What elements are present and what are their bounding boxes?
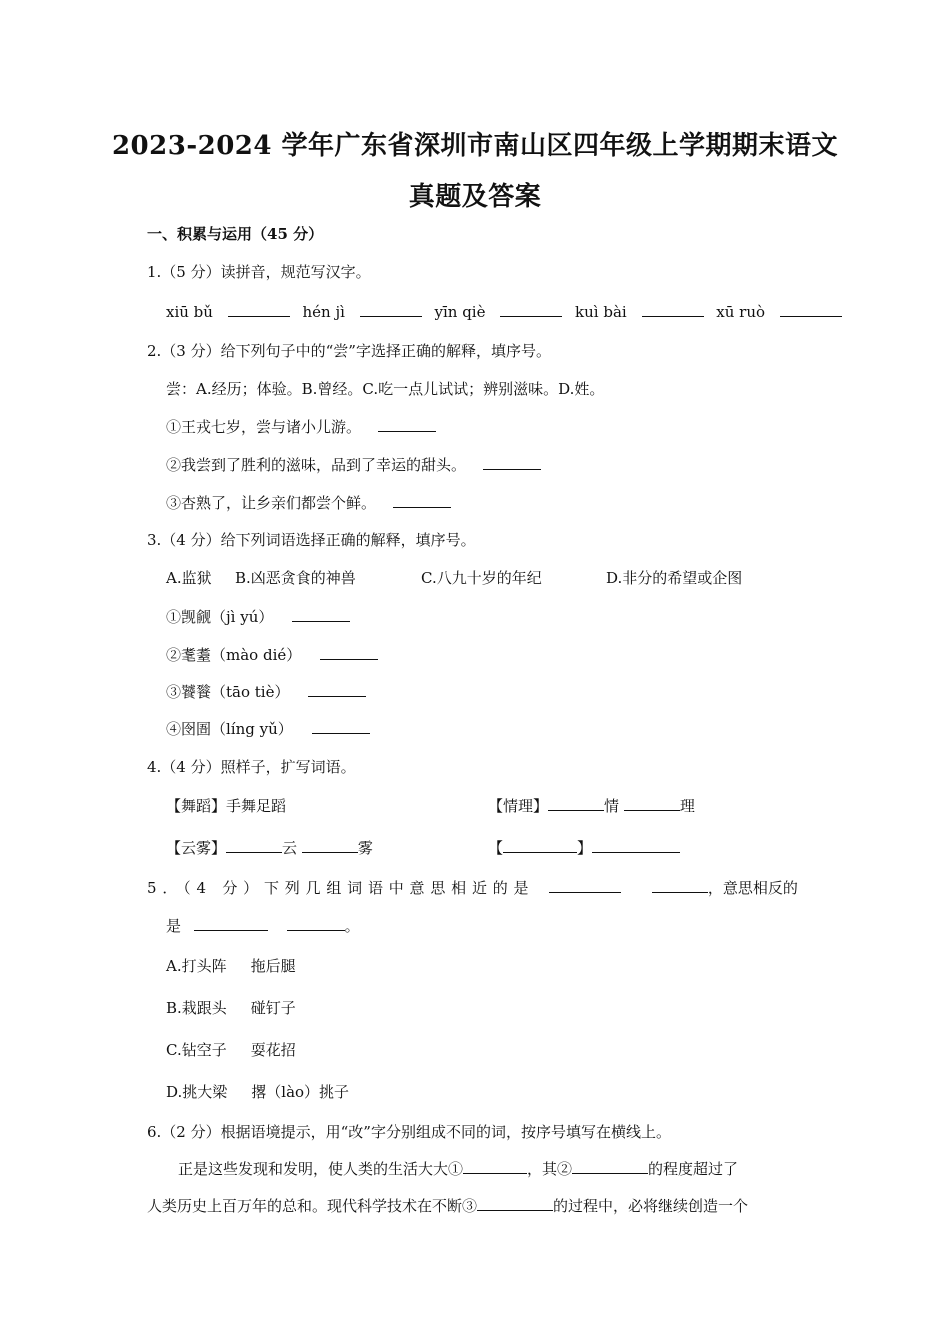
q5-similar-blank-1[interactable] <box>549 878 621 893</box>
q1-answer-1[interactable] <box>228 302 290 317</box>
q1-pinyin-2: hén jì <box>302 303 345 321</box>
q2-item-2-text: ②我尝到了胜利的滋味，品到了幸运的甜头。 <box>166 456 467 474</box>
doc-title-line-2: 真题及答案 <box>408 182 542 212</box>
q4-stem: 4.（4 分）照样子，扩写词语。 <box>147 758 356 776</box>
q5-item-b <box>166 998 296 1018</box>
q2-item-2 <box>166 455 541 475</box>
q6-paragraph-line2 <box>147 1196 748 1216</box>
q2-item-3 <box>166 493 451 513</box>
q4-custom-row <box>488 838 680 858</box>
q6-blank-2[interactable] <box>572 1159 648 1174</box>
q5-stem-line2 <box>166 916 360 936</box>
q3-answer-2[interactable] <box>320 645 378 660</box>
q4-qingli-label: 【情理】 <box>488 797 549 815</box>
q6-p2-a: 人类历史上百万年的总和。现代科学技术在不断③ <box>147 1197 478 1215</box>
q5-item-c-word1: C.钻空子 <box>166 1041 227 1059</box>
q3-item-4-text: ④囹圄（líng yǔ） <box>166 720 293 738</box>
q4-yunwu-blank-1[interactable] <box>226 838 282 853</box>
q4-yunwu-mid: 云 <box>282 839 298 857</box>
q3-item-2 <box>166 645 378 665</box>
q4-custom-word-blank[interactable] <box>503 838 577 853</box>
q4-qingli-mid: 情 <box>604 797 620 815</box>
q5-similar-blank-2[interactable] <box>652 878 708 893</box>
q4-qingli-blank-2[interactable] <box>624 796 680 811</box>
q4-qingli-end: 理 <box>679 797 695 815</box>
q4-yunwu-blank-2[interactable] <box>302 838 358 853</box>
q2-stem: 2.（3 分）给下列句子中的“尝”字选择正确的解释，填序号。 <box>147 342 551 360</box>
q4-close-bracket: 】 <box>577 839 593 857</box>
q3-item-2-text: ②耄耋（mào dié） <box>166 646 302 664</box>
q3-item-1 <box>166 607 350 627</box>
q6-blank-3[interactable] <box>477 1196 553 1211</box>
q6-p1-a: 正是这些发现和发明，使人类的生活大大① <box>178 1160 464 1178</box>
q3-item-1-text: ①觊觎（jì yú） <box>166 608 274 626</box>
q4-open-bracket: 【 <box>488 839 504 857</box>
q5-opposite-blank-1[interactable] <box>194 916 268 931</box>
q1-pinyin-1: xiū bǔ <box>166 303 213 321</box>
q1-answer-3[interactable] <box>500 302 562 317</box>
q5-stem-cont: 是 <box>166 917 182 935</box>
q3-item-4 <box>166 719 370 739</box>
q3-answer-1[interactable] <box>292 607 350 622</box>
q4-custom-expand-blank[interactable] <box>592 838 680 853</box>
q5-stem-line1 <box>147 878 798 898</box>
q5-item-a-word2: 拖后腿 <box>250 957 296 975</box>
q2-answer-2[interactable] <box>483 455 541 470</box>
q6-p1-c: 的程度超过了 <box>648 1160 739 1178</box>
q1-pinyin-3: yīn qiè <box>434 303 486 321</box>
q1-stem: 1.（5 分）读拼音，规范写汉字。 <box>147 263 371 281</box>
q1-pinyin-5: xū ruò <box>716 303 766 321</box>
q5-stem-end: 。 <box>344 917 360 935</box>
q5-item-d <box>166 1082 349 1102</box>
q2-item-3-text: ③杏熟了，让乡亲们都尝个鲜。 <box>166 494 377 512</box>
q4-yunwu-end: 雾 <box>357 839 373 857</box>
q5-item-b-word2: 碰钉子 <box>250 999 296 1017</box>
q5-stem-start: 5．（4 分）下列几组词语中意思相近的是 <box>147 879 535 897</box>
q1-pinyin-4: kuì bài <box>575 303 627 321</box>
q3-option-c: C.八九十岁的年纪 <box>421 569 542 587</box>
q5-stem-mid: ，意思相反的 <box>707 879 798 897</box>
q5-item-a-word1: A.打头阵 <box>166 957 227 975</box>
q3-option-d: D.非分的希望或企图 <box>606 569 743 587</box>
q5-item-b-word1: B.栽跟头 <box>166 999 227 1017</box>
q2-item-1-text: ①王戎七岁，尝与诸小儿游。 <box>166 418 362 436</box>
q3-option-b: B.凶恶贪食的神兽 <box>235 569 356 587</box>
q3-answer-3[interactable] <box>308 682 366 697</box>
q1-answer-5[interactable] <box>780 302 842 317</box>
q2-item-1 <box>166 417 436 437</box>
q5-item-d-word1: D.挑大梁 <box>166 1083 228 1101</box>
q4-qingli-blank-1[interactable] <box>548 796 604 811</box>
q4-qingli-row <box>488 796 695 816</box>
q5-item-d-word2: 撂（lào）挑子 <box>251 1083 350 1101</box>
q1-pinyin-row <box>166 302 842 322</box>
q5-item-c <box>166 1040 296 1060</box>
q5-item-a <box>166 956 296 976</box>
section-heading: 一、积累与运用（45 分） <box>147 225 324 243</box>
q3-stem: 3.（4 分）给下列词语选择正确的解释，填序号。 <box>147 531 476 549</box>
q2-options: 尝：A.经历；体验。B.曾经。C.吃一点儿试试；辨别滋味。D.姓。 <box>166 380 605 398</box>
q6-blank-1[interactable] <box>463 1159 527 1174</box>
q4-yunwu-row <box>166 838 373 858</box>
q3-item-3 <box>166 682 366 702</box>
q6-p2-b: 的过程中，必将继续创造一个 <box>553 1197 749 1215</box>
q3-answer-4[interactable] <box>312 719 370 734</box>
q1-answer-2[interactable] <box>360 302 422 317</box>
q3-option-a: A.监狱 <box>166 569 212 587</box>
q4-example: 【舞蹈】手舞足蹈 <box>166 797 287 815</box>
q6-stem: 6.（2 分）根据语境提示，用“改”字分别组成不同的词，按序号填写在横线上。 <box>147 1123 671 1141</box>
q4-yunwu-label: 【云雾】 <box>166 839 227 857</box>
q2-answer-1[interactable] <box>378 417 436 432</box>
q6-p1-b: ，其② <box>527 1160 573 1178</box>
doc-title-line-1: 2023-2024 学年广东省深圳市南山区四年级上学期期末语文 <box>111 131 839 161</box>
q6-paragraph-line1 <box>178 1159 738 1179</box>
q5-opposite-blank-2[interactable] <box>287 916 345 931</box>
q3-item-3-text: ③饕餮（tāo tiè） <box>166 683 290 701</box>
q5-item-c-word2: 耍花招 <box>250 1041 296 1059</box>
q1-answer-4[interactable] <box>642 302 704 317</box>
q2-answer-3[interactable] <box>393 493 451 508</box>
